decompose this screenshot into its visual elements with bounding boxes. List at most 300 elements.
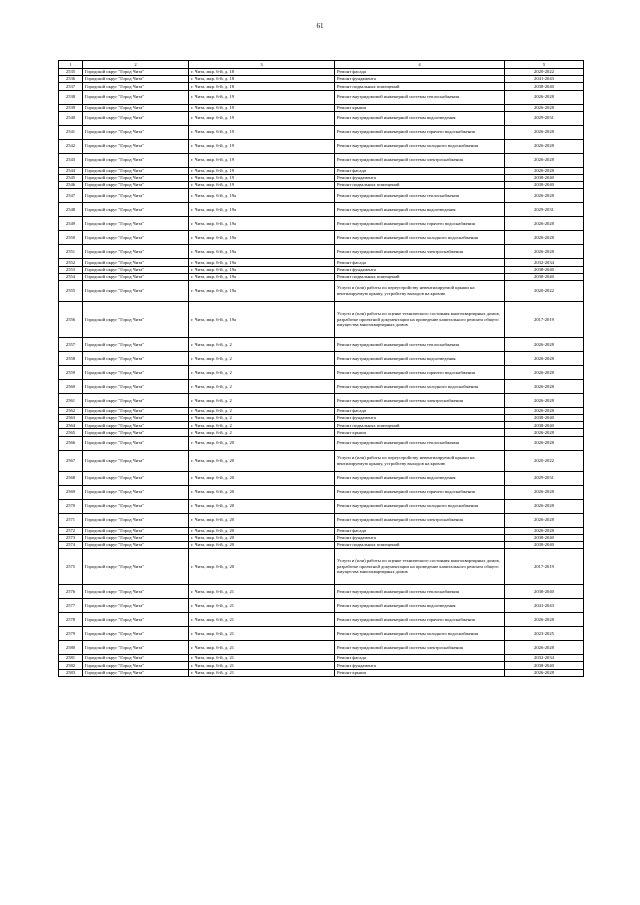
table-row [59,549,584,585]
cell-address: г. Чита, мкр. 6-й, д. 20 [189,527,335,534]
cell-row-number: 2537 [59,83,83,90]
cell-period: 2041-2043 [505,76,584,83]
cell-municipality: Городской округ "Город Чита" [83,351,189,365]
cell-work-type: Ремонт подвальных помещений [335,422,505,429]
cell-work-type: Ремонт внутридомовой инженерной системы холодного водоснабжения [335,231,505,245]
cell-row-number: 2581 [59,655,83,662]
cell-address: г. Чита, мкр. 6-й, д. 19а [189,273,335,280]
cell-municipality: Городской округ "Город Чита" [83,662,189,669]
cell-address: г. Чита, мкр. 6-й, д. 19 [189,111,335,125]
cell-municipality: Городской округ "Город Чита" [83,337,189,351]
cell-row-number: 2573 [59,534,83,541]
table-row [59,301,584,337]
cell-work-type: Ремонт внутридомовой инженерной системы водоотведения [335,599,505,613]
cell-row-number: 2544 [59,167,83,174]
cell-municipality: Городской округ "Город Чита" [83,273,189,280]
cell-municipality: Городской округ "Город Чита" [83,655,189,662]
cell-row-number: 2552 [59,259,83,266]
table-row [59,69,584,76]
cell-period: 2026-2028 [505,669,584,676]
cell-municipality: Городской округ "Город Чита" [83,245,189,259]
cell-row-number: 2536 [59,76,83,83]
cell-work-type: Ремонт крыши [335,429,505,436]
cell-work-type: Ремонт фасада [335,655,505,662]
cell-row-number: 2580 [59,641,83,655]
cell-row-number: 2568 [59,471,83,485]
cell-row-number: 2543 [59,153,83,167]
cell-municipality: Городской округ "Город Чита" [83,585,189,599]
column-header-4: 4 [335,61,505,69]
cell-municipality: Городской округ "Город Чита" [83,641,189,655]
table-row [59,613,584,627]
cell-row-number: 2564 [59,422,83,429]
table-row [59,365,584,379]
cell-row-number: 2542 [59,139,83,153]
cell-work-type: Ремонт крыши [335,104,505,111]
cell-municipality: Городской округ "Город Чита" [83,365,189,379]
cell-row-number: 2554 [59,273,83,280]
cell-work-type: Ремонт внутридомовой инженерной системы горячего водоснабжения [335,485,505,499]
cell-address: г. Чита, мкр. 6-й, д. 19а [189,259,335,266]
cell-row-number: 2571 [59,513,83,527]
cell-period: 2038-2040 [505,83,584,90]
cell-municipality: Городской округ "Город Чита" [83,153,189,167]
table-row [59,669,584,676]
cell-period: 2041-2043 [505,599,584,613]
cell-period: 2038-2040 [505,422,584,429]
cell-municipality: Городской округ "Город Чита" [83,69,189,76]
cell-address: г. Чита, мкр. 6-й, д. 20 [189,436,335,450]
cell-period: 2023-2025 [505,627,584,641]
table-body [59,69,584,677]
cell-municipality: Городской округ "Город Чита" [83,83,189,90]
cell-address: г. Чита, мкр. 6-й, д. 21 [189,599,335,613]
cell-work-type: Ремонт внутридомовой инженерной системы теплоснабжения [335,337,505,351]
cell-municipality: Городской округ "Город Чита" [83,167,189,174]
cell-work-type: Ремонт внутридомовой инженерной системы холодного водоснабжения [335,499,505,513]
cell-period: 2026-2028 [505,217,584,231]
cell-period: 2026-2028 [505,167,584,174]
cell-row-number: 2569 [59,485,83,499]
cell-address: г. Чита, мкр. 6-й, д. 19 [189,182,335,189]
cell-address: г. Чита, мкр. 6-й, д. 19 [189,125,335,139]
table-row [59,471,584,485]
table-row [59,104,584,111]
cell-address: г. Чита, мкр. 6-й, д. 2 [189,415,335,422]
table-row [59,662,584,669]
cell-row-number: 2551 [59,245,83,259]
cell-work-type: Ремонт фундамента [335,266,505,273]
page-number: 61 [316,22,324,30]
cell-municipality: Городской округ "Город Чита" [83,542,189,549]
cell-period: 2038-2040 [505,273,584,280]
cell-work-type: Ремонт внутридомовой инженерной системы водоотведения [335,203,505,217]
cell-row-number: 2556 [59,301,83,337]
cell-row-number: 2577 [59,599,83,613]
cell-address: г. Чита, мкр. 6-й, д. 19а [189,245,335,259]
cell-municipality: Городской округ "Город Чита" [83,407,189,414]
cell-work-type: Услуги и (или) работы по оценке технического состояния многоквартирных домов, разработке проектной документации на проведение капитального ремонта общего имущества многоквартирных домов [335,301,505,337]
cell-work-type: Ремонт внутридомовой инженерной системы теплоснабжения [335,189,505,203]
cell-period: 2017-2019 [505,549,584,585]
cell-period: 2029-2031 [505,203,584,217]
cell-row-number: 2583 [59,669,83,676]
cell-row-number: 2553 [59,266,83,273]
cell-row-number: 2575 [59,549,83,585]
cell-municipality: Городской округ "Город Чита" [83,379,189,393]
cell-work-type: Услуги и (или) работы по переустройству невентилируемой крыши на вентилируемую крышу, устройству выходов на кровлю [335,450,505,471]
cell-work-type: Ремонт внутридомовой инженерной системы электроснабжения [335,393,505,407]
cell-address: г. Чита, мкр. 6-й, д. 2 [189,407,335,414]
cell-period: 2038-2040 [505,174,584,181]
cell-work-type: Ремонт внутридомовой инженерной системы водоотведения [335,111,505,125]
table-row [59,599,584,613]
table-row [59,422,584,429]
cell-row-number: 2563 [59,415,83,422]
cell-period: 2026-2028 [505,104,584,111]
cell-work-type: Ремонт фундамента [335,662,505,669]
table-row [59,273,584,280]
table-row [59,542,584,549]
table-row [59,125,584,139]
cell-work-type: Ремонт внутридомовой инженерной системы горячего водоснабжения [335,613,505,627]
cell-row-number: 2570 [59,499,83,513]
cell-period: 2026-2028 [505,189,584,203]
table-header [59,61,584,69]
table-row [59,83,584,90]
table-row [59,189,584,203]
cell-address: г. Чита, мкр. 6-й, д. 19 [189,153,335,167]
table-row [59,231,584,245]
cell-municipality: Городской округ "Город Чита" [83,613,189,627]
cell-address: г. Чита, мкр. 6-й, д. 21 [189,613,335,627]
table-row [59,139,584,153]
table-row [59,436,584,450]
cell-work-type: Ремонт фасада [335,527,505,534]
table-row [59,415,584,422]
table-row [59,450,584,471]
cell-row-number: 2555 [59,280,83,301]
cell-work-type: Ремонт фундамента [335,415,505,422]
cell-row-number: 2549 [59,217,83,231]
cell-address: г. Чита, мкр. 6-й, д. 21 [189,655,335,662]
table-row [59,174,584,181]
cell-municipality: Городской округ "Город Чита" [83,259,189,266]
table-row [59,245,584,259]
table-row [59,266,584,273]
cell-period: 2026-2028 [505,393,584,407]
cell-municipality: Городской округ "Город Чита" [83,182,189,189]
column-header-2: 2 [83,61,189,69]
cell-row-number: 2550 [59,231,83,245]
cell-address: г. Чита, мкр. 6-й, д. 2 [189,429,335,436]
cell-work-type: Ремонт внутридомовой инженерной системы электроснабжения [335,245,505,259]
cell-address: г. Чита, мкр. 6-й, д. 20 [189,542,335,549]
cell-municipality: Городской округ "Город Чита" [83,485,189,499]
cell-address: г. Чита, мкр. 6-й, д. 19 [189,90,335,104]
cell-work-type: Ремонт подвальных помещений [335,83,505,90]
cell-period: 2026-2028 [505,527,584,534]
cell-work-type: Ремонт подвальных помещений [335,542,505,549]
cell-municipality: Городской округ "Город Чита" [83,76,189,83]
table-row [59,217,584,231]
cell-municipality: Городской округ "Город Чита" [83,549,189,585]
cell-row-number: 2558 [59,351,83,365]
cell-period: 2020-2022 [505,69,584,76]
column-header-3: 3 [189,61,335,69]
cell-municipality: Городской округ "Город Чита" [83,231,189,245]
cell-work-type: Ремонт внутридомовой инженерной системы теплоснабжения [335,436,505,450]
cell-municipality: Городской округ "Город Чита" [83,104,189,111]
cell-address: г. Чита, мкр. 6-й, д. 20 [189,534,335,541]
column-header-1: 1 [59,61,83,69]
cell-period: 2038-2040 [505,662,584,669]
cell-municipality: Городской округ "Город Чита" [83,90,189,104]
column-header-5: 5 [505,61,584,69]
cell-municipality: Городской округ "Город Чита" [83,415,189,422]
cell-work-type: Ремонт фундамента [335,534,505,541]
cell-municipality: Городской округ "Город Чита" [83,266,189,273]
cell-work-type: Ремонт внутридомовой инженерной системы водоотведения [335,351,505,365]
cell-row-number: 2559 [59,365,83,379]
table-row [59,203,584,217]
cell-work-type: Ремонт внутридомовой инженерной системы холодного водоснабжения [335,627,505,641]
cell-address: г. Чита, мкр. 6-й, д. 19а [189,231,335,245]
cell-row-number: 2546 [59,182,83,189]
cell-address: г. Чита, мкр. 6-й, д. 20 [189,513,335,527]
cell-work-type: Ремонт фундамента [335,76,505,83]
table-row [59,280,584,301]
cell-municipality: Городской округ "Город Чита" [83,450,189,471]
cell-row-number: 2540 [59,111,83,125]
cell-row-number: 2578 [59,613,83,627]
cell-row-number: 2567 [59,450,83,471]
cell-period: 2026-2028 [505,125,584,139]
cell-municipality: Городской округ "Город Чита" [83,669,189,676]
table-row [59,407,584,414]
cell-work-type: Ремонт внутридомовой инженерной системы теплоснабжения [335,585,505,599]
cell-period: 2032-2034 [505,655,584,662]
cell-address: г. Чита, мкр. 6-й, д. 19а [189,266,335,273]
cell-row-number: 2535 [59,69,83,76]
table-row [59,111,584,125]
cell-municipality: Городской округ "Город Чита" [83,111,189,125]
cell-period: 2038-2040 [505,542,584,549]
cell-municipality: Городской округ "Город Чита" [83,471,189,485]
cell-work-type: Ремонт внутридомовой инженерной системы горячего водоснабжения [335,125,505,139]
cell-period: 2038-2040 [505,585,584,599]
table-row [59,534,584,541]
cell-address: г. Чита, мкр. 6-й, д. 2 [189,365,335,379]
cell-address: г. Чита, мкр. 6-й, д. 21 [189,627,335,641]
cell-row-number: 2565 [59,429,83,436]
cell-municipality: Городской округ "Город Чита" [83,139,189,153]
cell-work-type: Ремонт фасада [335,259,505,266]
table-row [59,485,584,499]
cell-work-type: Услуги и (или) работы по переустройству невентилируемой крыши на вентилируемую крышу, устройству выходов на кровлю [335,280,505,301]
table-row [59,167,584,174]
cell-period: 2026-2028 [505,139,584,153]
cell-row-number: 2561 [59,393,83,407]
table-row [59,90,584,104]
cell-period: 2038-2040 [505,182,584,189]
cell-period: 2038-2040 [505,534,584,541]
cell-period: 2017-2019 [505,301,584,337]
cell-row-number: 2566 [59,436,83,450]
table-row [59,627,584,641]
cell-period: 2020-2022 [505,450,584,471]
cell-period: 2026-2028 [505,485,584,499]
table-row [59,153,584,167]
cell-municipality: Городской округ "Город Чита" [83,189,189,203]
table-row [59,429,584,436]
cell-row-number: 2560 [59,379,83,393]
cell-municipality: Городской округ "Город Чита" [83,429,189,436]
table-row [59,641,584,655]
cell-period: 2026-2028 [505,379,584,393]
cell-address: г. Чита, мкр. 6-й, д. 21 [189,662,335,669]
cell-work-type: Ремонт внутридомовой инженерной системы горячего водоснабжения [335,217,505,231]
cell-period: 2038-2040 [505,415,584,422]
cell-work-type: Ремонт фундамента [335,174,505,181]
cell-work-type: Ремонт фасада [335,69,505,76]
cell-work-type: Ремонт подвальных помещений [335,273,505,280]
cell-work-type: Ремонт фасада [335,167,505,174]
cell-row-number: 2541 [59,125,83,139]
cell-work-type: Ремонт внутридомовой инженерной системы горячего водоснабжения [335,365,505,379]
cell-period: 2020-2022 [505,280,584,301]
cell-municipality: Городской округ "Город Чита" [83,125,189,139]
cell-municipality: Городской округ "Город Чита" [83,436,189,450]
cell-work-type: Ремонт внутридомовой инженерной системы водоотведения [335,471,505,485]
table-row [59,585,584,599]
cell-period: 2032-2034 [505,259,584,266]
cell-row-number: 2539 [59,104,83,111]
cell-address: г. Чита, мкр. 6-й, д. 20 [189,549,335,585]
cell-address: г. Чита, мкр. 6-й, д. 19 [189,104,335,111]
cell-address: г. Чита, мкр. 6-й, д. 19а [189,301,335,337]
cell-work-type: Ремонт внутридомовой инженерной системы электроснабжения [335,153,505,167]
cell-address: г. Чита, мкр. 6-й, д. 19а [189,280,335,301]
cell-address: г. Чита, мкр. 6-й, д. 20 [189,450,335,471]
cell-address: г. Чита, мкр. 6-й, д. 19а [189,203,335,217]
cell-row-number: 2576 [59,585,83,599]
cell-period: 2026-2028 [505,90,584,104]
cell-work-type: Ремонт внутридомовой инженерной системы электроснабжения [335,513,505,527]
cell-address: г. Чита, мкр. 6-й, д. 2 [189,351,335,365]
cell-period: 2026-2028 [505,429,584,436]
cell-address: г. Чита, мкр. 6-й, д. 19 [189,167,335,174]
cell-period: 2038-2040 [505,266,584,273]
cell-row-number: 2562 [59,407,83,414]
cell-address: г. Чита, мкр. 6-й, д. 18 [189,76,335,83]
cell-row-number: 2557 [59,337,83,351]
table-row [59,76,584,83]
cell-municipality: Городской округ "Город Чита" [83,203,189,217]
table-row [59,379,584,393]
table-row [59,655,584,662]
cell-address: г. Чита, мкр. 6-й, д. 21 [189,585,335,599]
cell-row-number: 2574 [59,542,83,549]
cell-address: г. Чита, мкр. 6-й, д. 2 [189,379,335,393]
cell-address: г. Чита, мкр. 6-й, д. 21 [189,669,335,676]
cell-row-number: 2538 [59,90,83,104]
cell-period: 2026-2028 [505,153,584,167]
cell-period: 2026-2028 [505,499,584,513]
cell-address: г. Чита, мкр. 6-й, д. 18 [189,69,335,76]
cell-work-type: Ремонт подвальных помещений [335,182,505,189]
cell-period: 2029-2031 [505,471,584,485]
cell-address: г. Чита, мкр. 6-й, д. 21 [189,641,335,655]
cell-address: г. Чита, мкр. 6-й, д. 18 [189,83,335,90]
cell-work-type: Ремонт внутридомовой инженерной системы электроснабжения [335,641,505,655]
table-row [59,182,584,189]
cell-row-number: 2579 [59,627,83,641]
cell-municipality: Городской округ "Город Чита" [83,627,189,641]
cell-address: г. Чита, мкр. 6-й, д. 19а [189,189,335,203]
cell-period: 2026-2028 [505,407,584,414]
cell-municipality: Городской округ "Город Чита" [83,513,189,527]
cell-period: 2026-2028 [505,245,584,259]
cell-period: 2026-2028 [505,641,584,655]
cell-work-type: Ремонт внутридомовой инженерной системы холодного водоснабжения [335,139,505,153]
cell-address: г. Чита, мкр. 6-й, д. 20 [189,471,335,485]
cell-municipality: Городской округ "Город Чита" [83,422,189,429]
cell-municipality: Городской округ "Город Чита" [83,280,189,301]
cell-period: 2026-2028 [505,351,584,365]
cell-period: 2029-2031 [505,111,584,125]
cell-address: г. Чита, мкр. 6-й, д. 19а [189,217,335,231]
cell-work-type: Ремонт крыши [335,669,505,676]
table-row [59,337,584,351]
cell-address: г. Чита, мкр. 6-й, д. 19 [189,139,335,153]
cell-row-number: 2572 [59,527,83,534]
cell-municipality: Городской округ "Город Чита" [83,174,189,181]
table-row [59,259,584,266]
cell-work-type: Ремонт внутридомовой инженерной системы холодного водоснабжения [335,379,505,393]
cell-period: 2026-2028 [505,365,584,379]
cell-address: г. Чита, мкр. 6-й, д. 2 [189,422,335,429]
cell-period: 2026-2028 [505,231,584,245]
cell-municipality: Городской округ "Город Чита" [83,527,189,534]
cell-address: г. Чита, мкр. 6-й, д. 20 [189,499,335,513]
cell-period: 2026-2028 [505,436,584,450]
cell-municipality: Городской округ "Город Чита" [83,217,189,231]
cell-row-number: 2548 [59,203,83,217]
cell-municipality: Городской округ "Город Чита" [83,499,189,513]
cell-address: г. Чита, мкр. 6-й, д. 20 [189,485,335,499]
cell-municipality: Городской округ "Город Чита" [83,301,189,337]
table-row [59,513,584,527]
table-row [59,499,584,513]
table-row [59,527,584,534]
cell-work-type: Ремонт внутридомовой инженерной системы теплоснабжения [335,90,505,104]
cell-period: 2026-2028 [505,613,584,627]
header-row [59,61,584,69]
cell-period: 2026-2028 [505,337,584,351]
cell-address: г. Чита, мкр. 6-й, д. 19 [189,174,335,181]
cell-row-number: 2582 [59,662,83,669]
cell-row-number: 2547 [59,189,83,203]
cell-work-type: Услуги и (или) работы по оценке технического состояния многоквартирных домов, разработке проектной документации на проведение капитального ремонта общего имущества многоквартирных домов [335,549,505,585]
cell-address: г. Чита, мкр. 6-й, д. 2 [189,337,335,351]
cell-municipality: Городской округ "Город Чита" [83,534,189,541]
cell-row-number: 2545 [59,174,83,181]
cell-municipality: Городской округ "Город Чита" [83,599,189,613]
cell-municipality: Городской округ "Город Чита" [83,393,189,407]
table-row [59,351,584,365]
cell-work-type: Ремонт фасада [335,407,505,414]
